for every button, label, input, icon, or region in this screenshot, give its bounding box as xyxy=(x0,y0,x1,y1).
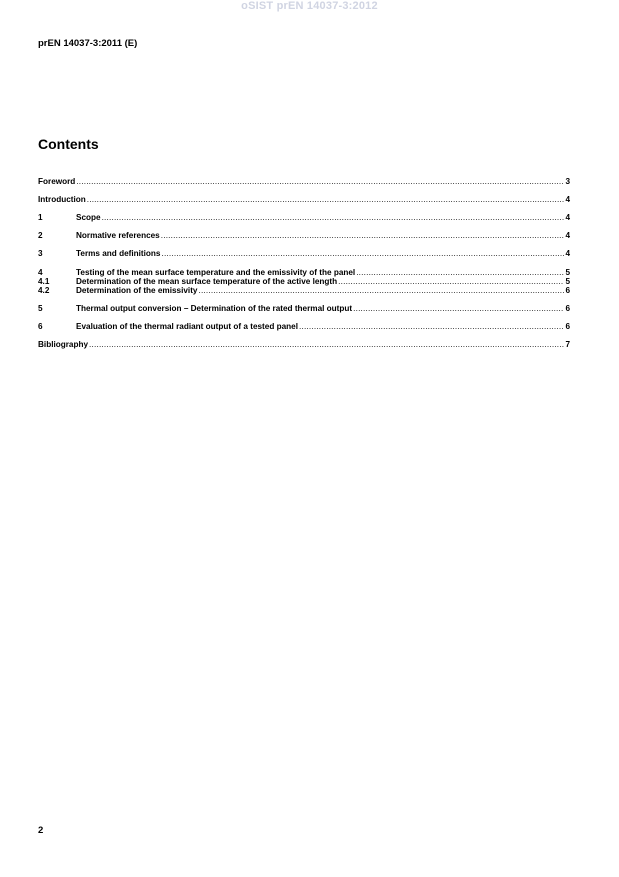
toc-entry-page: 4 xyxy=(565,249,570,258)
toc-entry-title: Terms and definitions xyxy=(76,249,161,258)
toc-leader-dots xyxy=(299,322,564,332)
toc-entry-title: Thermal output conversion – Determination of the rated thermal output xyxy=(76,304,353,313)
toc-entry-thermal-output-conversion[interactable] xyxy=(38,304,570,314)
toc-entry-emissivity[interactable] xyxy=(38,286,570,296)
toc-entry-title: Evaluation of the thermal radiant output of a tested panel xyxy=(76,322,298,331)
toc-leader-dots xyxy=(161,249,564,259)
toc-entry-terms-and-definitions[interactable] xyxy=(38,249,570,259)
toc-entry-scope[interactable] xyxy=(38,213,570,223)
toc-entry-number: 6 xyxy=(38,322,43,331)
toc-entry-page: 3 xyxy=(565,177,570,186)
toc-leader-dots xyxy=(102,213,565,223)
toc-leader-dots xyxy=(76,177,564,187)
toc-entry-page: 6 xyxy=(565,286,570,295)
toc-entry-page: 7 xyxy=(565,340,570,349)
toc-entry-title: Scope xyxy=(76,213,101,222)
toc-leader-dots xyxy=(89,340,564,350)
toc-entry-normative-references[interactable] xyxy=(38,231,570,241)
toc-entry-title: Determination of the mean surface temperature of the active length xyxy=(76,277,338,286)
toc-entry-foreword[interactable] xyxy=(38,177,570,187)
toc-entry-page: 6 xyxy=(565,322,570,331)
toc-entry-evaluation[interactable] xyxy=(38,322,570,332)
toc-entry-title: Testing of the mean surface temperature and the emissivity of the panel xyxy=(76,268,356,277)
toc-entry-page: 5 xyxy=(565,277,570,286)
document-id: prEN 14037-3:2011 (E) xyxy=(38,38,138,49)
toc-entry-page: 5 xyxy=(565,268,570,277)
toc-entry-number: 4.2 xyxy=(38,286,50,295)
toc-entry-title: Foreword xyxy=(38,177,76,186)
toc-entry-page: 4 xyxy=(565,195,570,204)
toc-leader-dots xyxy=(198,286,564,296)
toc-entry-number: 5 xyxy=(38,304,43,313)
toc-entry-title: Normative references xyxy=(76,231,160,240)
toc-entry-number: 1 xyxy=(38,213,43,222)
contents-heading: Contents xyxy=(38,136,99,152)
toc-entry-title: Determination of the emissivity xyxy=(76,286,198,295)
toc-leader-dots xyxy=(87,195,565,205)
toc-entry-number: 2 xyxy=(38,231,43,240)
page-number: 2 xyxy=(38,825,44,836)
toc-entry-number: 4.1 xyxy=(38,277,50,286)
watermark: oSIST prEN 14037-3:2012 xyxy=(241,0,378,12)
toc-entry-introduction[interactable] xyxy=(38,195,570,205)
toc-leader-dots xyxy=(353,304,564,314)
toc-entry-title: Introduction xyxy=(38,195,86,204)
toc-entry-title: Bibliography xyxy=(38,340,89,349)
toc-entry-number: 4 xyxy=(38,268,43,277)
toc-entry-bibliography[interactable] xyxy=(38,340,570,350)
toc-entry-page: 4 xyxy=(565,231,570,240)
toc-entry-page: 6 xyxy=(565,304,570,313)
toc-entry-number: 3 xyxy=(38,249,43,258)
toc-entry-page: 4 xyxy=(565,213,570,222)
toc-leader-dots xyxy=(161,231,565,241)
